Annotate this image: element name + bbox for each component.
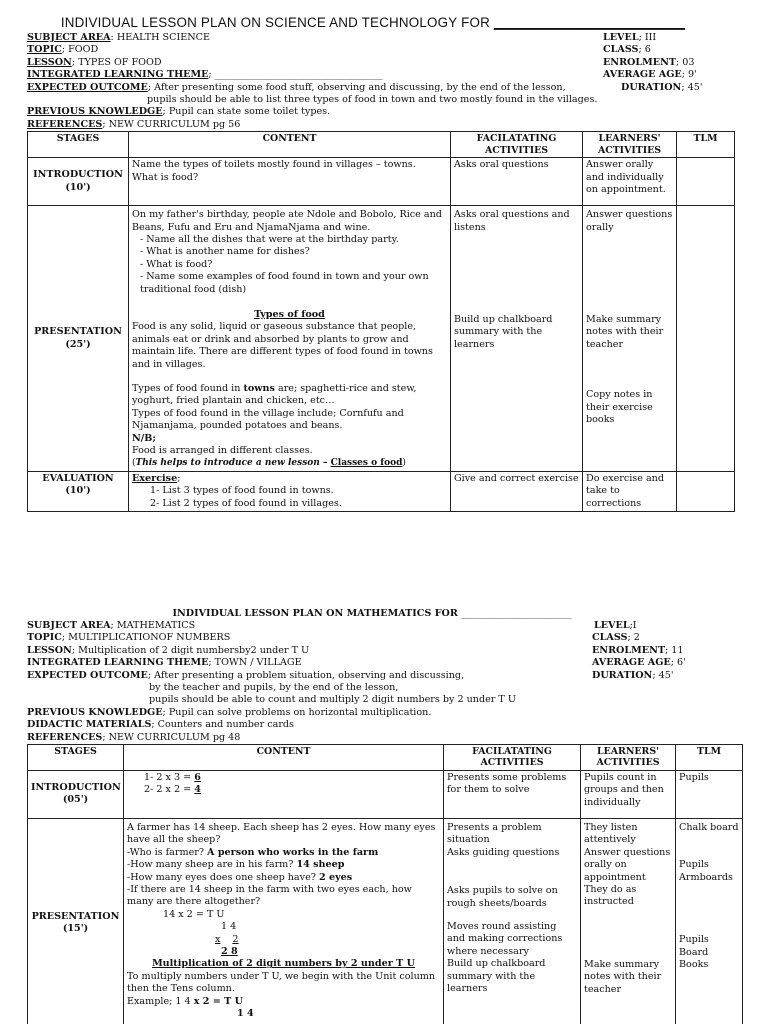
header-row-outcome: EXPECTED OUTCOME; After presenting some food stuff, observing and discussing, by the end of the lesson, DURATION; 45' (27, 81, 703, 93)
science-lesson-plan (27, 14, 733, 512)
learners-cell: Pupils count in groups and then individually (581, 770, 676, 818)
header-row-references: REFERENCES; NEW CURRICULUM pg 56 (27, 118, 241, 130)
multiplication-heading: Multiplication of 2 digit numbers by 2 under T U (152, 958, 415, 970)
header-row-didactic: DIDACTIC MATERIALS; Counters and number cards (27, 719, 294, 731)
content-cell: 1- 2 x 3 = 6 2- 2 x 2 = 4 (124, 770, 444, 818)
tlm-cell: Pupils (676, 770, 743, 818)
table-header-row (28, 132, 735, 158)
facilitating-cell: Asks oral questions and listens Build up chalkboard summary with the learners (451, 206, 583, 472)
learners-cell: Do exercise and take to corrections (583, 471, 677, 511)
stage-cell: PRESENTATION (15') (28, 818, 124, 1024)
learners-cell: They listen attentively Answer questions orally on appointment They do as instructed Make summary notes with their teacher (581, 818, 676, 1024)
tlm-cell: Chalk board Pupils Armboards Pupils Board Books (676, 818, 743, 1024)
header-row-theme: INTEGRATED LEARNING THEME; TOWN / VILLAGE AVERAGE AGE; 6' (27, 657, 686, 669)
table-row-presentation (28, 206, 735, 472)
header-row-subject: SUBJECT AREA: HEALTH SCIENCE LEVEL; III (27, 32, 657, 43)
table-header-row (28, 744, 743, 770)
table-row-introduction (28, 770, 743, 818)
col-stages: STAGES (28, 744, 124, 770)
header-row-outcome: EXPECTED OUTCOME; After presenting a problem situation, observing and discussing, DURATION; 45' (27, 669, 674, 681)
title-blank: _________________________ (493, 15, 686, 30)
table-row-introduction (28, 158, 735, 206)
header-row-topic: TOPIC; MULTIPLICATIONOF NUMBERS CLASS; 2 (27, 632, 640, 644)
col-content: CONTENT (124, 744, 444, 770)
col-learners: LEARNERS' ACTIVITIES (583, 132, 677, 158)
tlm-cell (677, 206, 735, 472)
science-lesson-table (27, 131, 735, 512)
col-tlm: TLM (676, 744, 743, 770)
types-of-food-heading: Types of food (254, 308, 325, 320)
table-row-evaluation (28, 471, 735, 511)
col-facilitating: FACILATATING ACTIVITIES (451, 132, 583, 158)
header-row-previous: PREVIOUS KNOWLEDGE; Pupil can state some toilet types. (27, 106, 331, 118)
outcome-continued-2: pupils should be able to count and multiply 2 digit numbers by 2 under T U (149, 694, 516, 706)
content-cell: Exercise; 1- List 3 types of food found in towns. 2- List 2 types of food found in villages. (129, 471, 451, 511)
facilitating-cell: Asks oral questions (451, 158, 583, 206)
header-row-references: REFERENCES; NEW CURRICULUM pg 48 (27, 731, 241, 743)
stage-cell: EVALUATION (10') (28, 471, 129, 511)
content-cell: Name the types of toilets mostly found in villages – towns. What is food? (129, 158, 451, 206)
facilitating-cell: Presents a problem situation Asks guiding questions Asks pupils to solve on rough sheets/boards Moves round assisting and making corrections where necessary Build up chalkboard summary with the learners (444, 818, 581, 1024)
tlm-cell (677, 471, 735, 511)
header-row-theme: INTEGRATED LEARNING THEME; ___________________________________ AVERAGE AGE; 9' (27, 69, 697, 81)
header-row-topic: TOPIC; FOOD CLASS; 6 (27, 44, 651, 56)
col-content: CONTENT (129, 132, 451, 158)
header-row-lesson: LESSON; Multiplication of 2 digit numbersby2 under T U ENROLMENT; 11 (27, 644, 684, 656)
content-cell: On my father's birthday, people ate Ndole and Bobolo, Rice and Beans, Fufu and Eru and NjamaNjama and wine. - Name all the dishes that were at the birthday party. - What is another name for dishes? - What is food? - Name some examples of food found in town and your own traditional food (dish) Types of food Food is any solid, liquid or gaseous substance that people, animals eat or drink and absorbed by plants to grow and maintain life. There are different types of food found in towns and in villages. Types of food found in towns are; spaghetti-rice and stew, yoghurt, fried plantain and chicken, etc… Types of food found in the village include; Cornfufu and Njamanjama, pounded potatoes and beans. N/B; Food is arranged in different classes. (This helps to introduce a new lesson – Classes o food) (129, 206, 451, 472)
outcome-continued: pupils should be able to list three types of food in town and two mostly found in the villages. (147, 93, 598, 105)
science-plan-title: INDIVIDUAL LESSON PLAN ON SCIENCE AND TECHNOLOGY FOR _________________________ (60, 15, 686, 30)
math-lesson-table (27, 744, 743, 1024)
tlm-cell (677, 158, 735, 206)
header-row-lesson: LESSON; TYPES OF FOOD ENROLMENT; 03 (27, 56, 695, 68)
content-cell: A farmer has 14 sheep. Each sheep has 2 eyes. How many eyes have all the sheep? -Who is farmer? A person who works in the farm -How many sheep are in his farm? 14 sheep -How many eyes does one sheep have? 2 eyes -If there are 14 sheep in the farm with two eyes each, how many are there altogether? 14 x 2 = T U 1 4 x 2 2 8 Multiplication of 2 digit numbers by 2 under T U To multiply numbers under T U, we begin with the Unit column then the Tens column. Example; 1 4 x 2 = T U 1 4 (124, 818, 444, 1024)
col-facilitating: FACILATATING ACTIVITIES (444, 744, 581, 770)
col-tlm: TLM (677, 132, 735, 158)
math-plan-title: INDIVIDUAL LESSON PLAN ON MATHEMATICS FOR _______________________ (172, 608, 572, 619)
col-learners: LEARNERS' ACTIVITIES (581, 744, 676, 770)
mathematics-lesson-plan (27, 607, 747, 1024)
learners-cell: Answer orally and individually on appointment. (583, 158, 677, 206)
facilitating-cell: Give and correct exercise (451, 471, 583, 511)
stage-cell: INTRODUCTION (10') (28, 158, 129, 206)
header-row-previous: PREVIOUS KNOWLEDGE; Pupil can solve problems on horizontal multiplication. (27, 706, 432, 718)
col-stages: STAGES (28, 132, 129, 158)
table-row-presentation (28, 818, 743, 1024)
learners-cell: Answer questions orally Make summary notes with their teacher Copy notes in their exercise books (583, 206, 677, 472)
facilitating-cell: Presents some problems for them to solve (444, 770, 581, 818)
header-row-subject: SUBJECT AREA; MATHEMATICS LEVEL;I (27, 620, 637, 631)
stage-cell: INTRODUCTION (05') (28, 770, 124, 818)
stage-cell: PRESENTATION (25') (28, 206, 129, 472)
outcome-continued: by the teacher and pupils, by the end of the lesson, (149, 681, 399, 693)
